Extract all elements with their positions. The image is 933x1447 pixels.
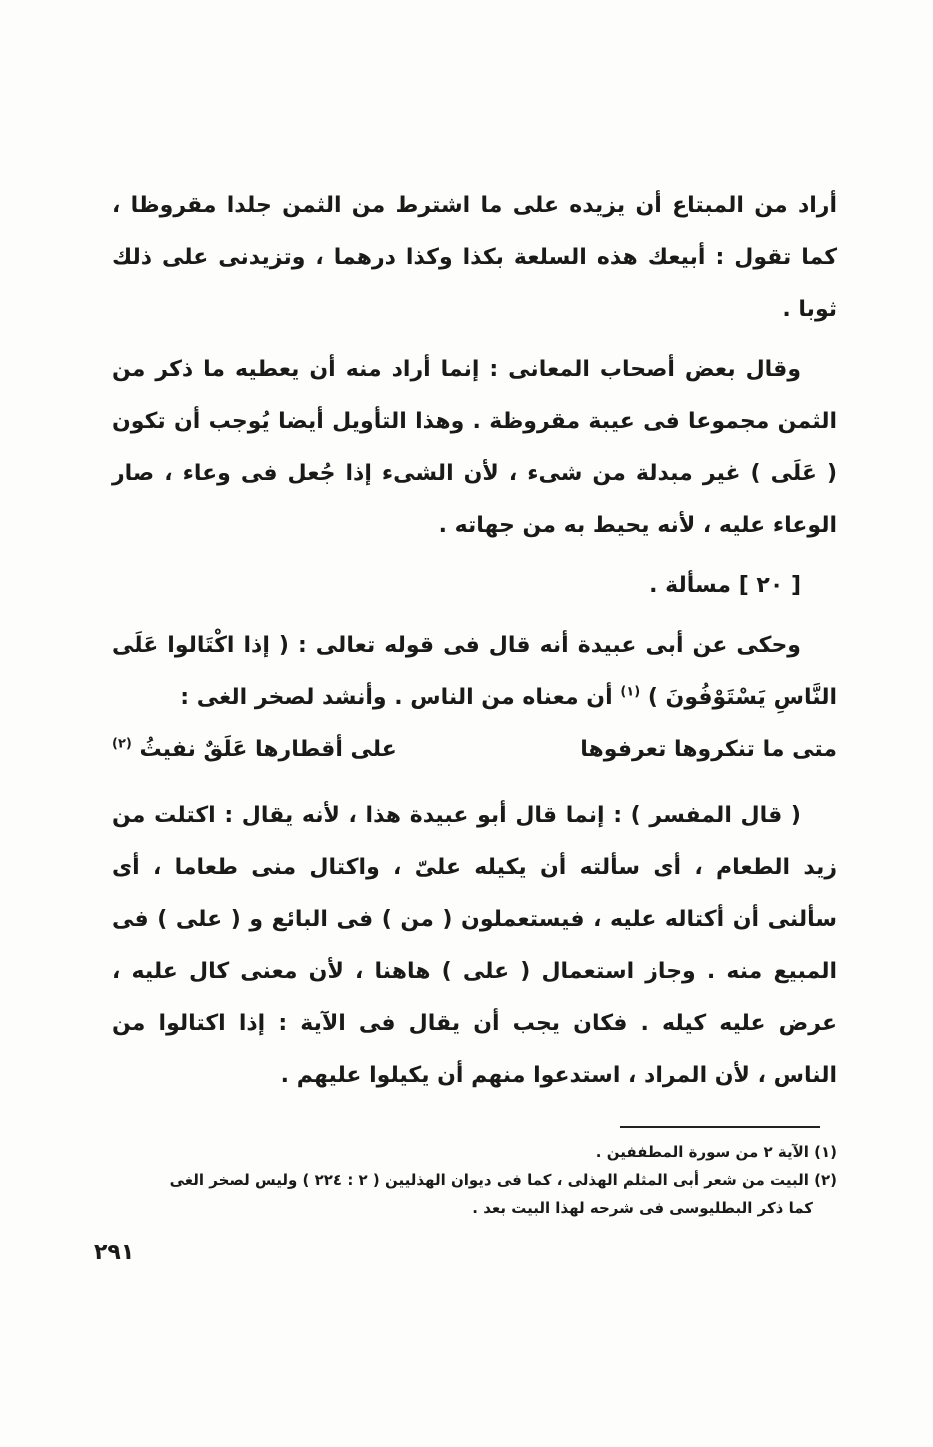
- verse-second-hemistich: [112, 724, 397, 776]
- footnote-ref-1: (١): [620, 684, 641, 700]
- page-number: ٢٩١: [94, 1240, 135, 1265]
- footnote-divider: [620, 1126, 820, 1128]
- footnote-2: (٢) البيت من شعر أبى المثلم الهذلى ، كما فى ديوان الهذليين ( ٢ : ٢٢٤ ) وليس لصخر الغى: [169, 1171, 837, 1189]
- footnote-ref-2: (٢): [112, 736, 132, 752]
- footnote-2-continuation: كما ذكر البطليوسى فى شرحه لهذا البيت بعد .: [472, 1199, 813, 1217]
- paragraph-1: أراد من المبتاع أن يزيده على ما اشترط من الثمن جلدا مقروظا ، كما تقول : أبيعك هذه السلعة بكذا وكذا درهما ، وتزيدنى على ذلك ثوبا .: [112, 193, 837, 322]
- verse-second-text: على أقطارها عَلَقٌ نفيثُ: [139, 737, 397, 762]
- paragraph-4: ( قال المفسر ) : إنما قال أبو عبيدة هذا ، لأنه يقال : اكتلت من زيد الطعام ، أى سألته أن يكيله علىّ ، واكتال منى طعاما ، أى سألنى أن أكتاله عليه ، فيستعملون ( من ) فى البائع و ( على ) فى المبيع منه . وجاز استعمال ( على ) هاهنا ، لأن معنى كال عليه ، عرض عليه كيله . فكان يجب أن يقال فى الآية : إذا اكتالوا من الناس ، لأن المراد ، استدعوا منهم أن يكيلوا عليهم .: [112, 803, 837, 1088]
- verse-first-hemistich: متى ما تنكروها تعرفوها: [580, 737, 837, 762]
- paragraph-3-end: أن معناه من الناس . وأنشد لصخر الغى :: [180, 685, 613, 710]
- main-text: [112, 180, 837, 1102]
- poetry-verse: [112, 724, 837, 776]
- paragraph-3: [112, 620, 837, 724]
- paragraph-3-start: وحكى عن أبى عبيدة أنه قال فى قوله تعالى : ( إذا اكْتَالوا عَلَى النَّاسِ يَسْتَوْفُونَ ): [112, 633, 837, 710]
- paragraph-2: وقال بعض أصحاب المعانى : إنما أراد منه أن يعطيه ما ذكر من الثمن مجموعا فى عيبة مقروظة . وهذا التأويل أيضا يُوجب أن تكون ( عَلَى ) غير مبدلة من شىء ، لأن الشىء إذا جُعل فى وعاء ، صار الوعاء عليه ، لأنه يحيط به من جهاته .: [112, 357, 837, 538]
- footnote-1: (١) الآية ٢ من سورة المطففين .: [595, 1143, 837, 1161]
- section-heading: [ ٢٠ ] مسألة .: [649, 573, 801, 598]
- footnotes: [105, 1138, 837, 1222]
